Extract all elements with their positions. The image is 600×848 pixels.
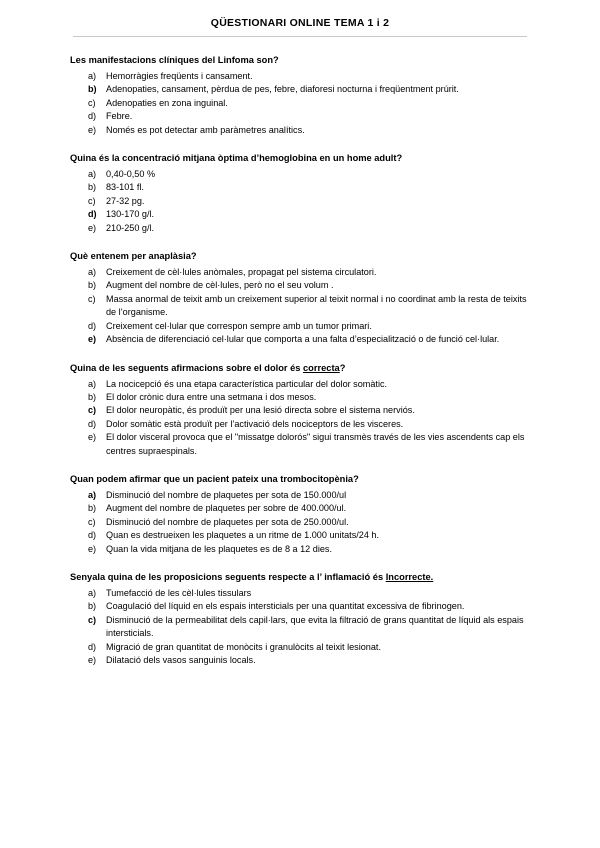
answer-option[interactable] <box>70 489 530 502</box>
answer-label: b) <box>88 84 97 95</box>
answer-option[interactable] <box>70 83 530 96</box>
answer-option[interactable] <box>70 614 530 641</box>
answer-text: Creixement de cèl·lules anòmales, propagat pel sistema circulatori. <box>106 267 377 278</box>
answer-text: Augment del nombre de cèl·lules, però no el seu volum . <box>106 280 334 291</box>
answer-option[interactable] <box>70 543 530 556</box>
question-title-emphasis: correcta <box>303 362 340 373</box>
answer-label: e) <box>88 655 97 665</box>
answer-label: d) <box>88 418 97 429</box>
answer-text: Tumefacció de les cèl·lules tissulars <box>106 587 252 598</box>
answer-label: a) <box>88 378 97 389</box>
answer-text: Febre. <box>106 111 133 122</box>
answer-text: Només es pot detectar amb paràmetres analítics. <box>106 124 305 135</box>
answer-text: La nocicepció és una etapa característica particular del dolor somàtic. <box>106 378 388 389</box>
answer-list <box>70 266 530 346</box>
answer-text: Augment del nombre de plaquetes per sobre de 400.000/ul. <box>106 503 347 514</box>
answer-option[interactable] <box>70 124 530 137</box>
answer-option[interactable] <box>70 587 530 600</box>
question-block <box>70 473 530 556</box>
question-block <box>70 250 530 346</box>
answer-label: a) <box>88 71 97 81</box>
answer-label: c) <box>88 97 96 108</box>
question-block <box>70 54 530 137</box>
answer-label: d) <box>88 320 97 331</box>
answer-option[interactable] <box>70 110 530 123</box>
answer-label: e) <box>88 222 97 233</box>
question-title-emphasis: Incorrecte. <box>385 571 434 582</box>
answer-text: Quan es destrueixen les plaquetes a un ritme de 1.000 unitats/24 h. <box>106 530 379 541</box>
answer-option[interactable] <box>70 195 530 208</box>
answer-option[interactable] <box>70 208 530 221</box>
answer-text: 210-250 g/l. <box>106 222 155 233</box>
answer-label: d) <box>88 209 97 220</box>
answer-option[interactable] <box>70 320 530 333</box>
answer-option[interactable] <box>70 418 530 431</box>
answer-option[interactable] <box>70 654 530 667</box>
answer-option[interactable] <box>70 168 530 181</box>
answer-text: El dolor crònic dura entre una setmana i dos mesos. <box>106 391 317 402</box>
answer-text: Massa anormal de teixit amb un creixement superior al teixit normal i no coordinat amb la resta de teixits de l’organisme. <box>106 293 527 318</box>
answer-option[interactable] <box>70 502 530 515</box>
question-title: Quina és la concentració mitjana òptima d’hemoglobina en un home adult? <box>70 153 403 164</box>
answer-label: c) <box>88 405 97 416</box>
answer-text: Disminució del nombre de plaquetes per sota de 250.000/ul. <box>106 516 349 527</box>
answer-text: Coagulació del líquid en els espais intersticials per una quantitat excessiva de fibrinogen. <box>106 601 465 612</box>
title-divider <box>73 36 527 37</box>
answer-text: Dilatació dels vasos sanguinis locals. <box>106 655 256 665</box>
answer-label: c) <box>88 195 96 206</box>
answer-list <box>70 587 530 667</box>
answer-label: d) <box>88 111 97 122</box>
question-title: Quan podem afirmar que un pacient pateix una trombocitopènia? <box>70 473 359 484</box>
answer-option[interactable] <box>70 529 530 542</box>
answer-option[interactable] <box>70 266 530 279</box>
answer-label: e) <box>88 543 97 554</box>
question-title: Les manifestacions clíniques del Linfoma son? <box>70 55 279 65</box>
answer-label: e) <box>88 334 97 345</box>
answer-option[interactable] <box>70 516 530 529</box>
answer-option[interactable] <box>70 431 530 458</box>
answer-label: e) <box>88 432 97 443</box>
answer-option[interactable] <box>70 279 530 292</box>
question-title-text: Quina de les seguents afirmacions sobre el dolor és <box>70 362 304 373</box>
answer-text: 83-101 fl. <box>106 182 144 193</box>
answer-text: Migració de gran quantitat de monòcits i granulòcits al teixit lesionat. <box>106 641 381 652</box>
answer-option[interactable] <box>70 404 530 417</box>
question-title-suffix: ? <box>339 362 346 373</box>
answer-text: El dolor neuropàtic, és produït per una lesió directa sobre el sistema nerviós. <box>106 405 415 416</box>
answer-list <box>70 489 530 556</box>
answer-option[interactable] <box>70 378 530 391</box>
answer-list <box>70 378 530 458</box>
answer-text: Quan la vida mitjana de les plaquetes es de 8 a 12 dies. <box>106 543 332 554</box>
answer-label: b) <box>88 503 97 514</box>
answer-text: 27-32 pg. <box>106 195 145 206</box>
answer-option[interactable] <box>70 391 530 404</box>
answer-label: a) <box>88 489 97 500</box>
question-block <box>70 571 530 667</box>
question-title: Què entenem per anaplàsia? <box>70 251 197 262</box>
answer-label: c) <box>88 516 96 527</box>
answer-label: a) <box>88 587 97 598</box>
answer-label: a) <box>88 267 97 278</box>
page-title: QÜESTIONARI ONLINE TEMA 1 i 2 <box>210 17 390 29</box>
answer-option[interactable] <box>70 641 530 654</box>
questionnaire-body <box>0 54 600 667</box>
question-title <box>70 571 530 584</box>
answer-text: Adenopaties en zona inguinal. <box>106 97 228 108</box>
question-block <box>70 152 530 235</box>
question-title-text: Senyala quina de les proposicions seguents respecte a l’ inflamació és <box>70 571 386 582</box>
answer-option[interactable] <box>70 293 530 320</box>
answer-list <box>70 70 530 137</box>
answer-text: Creixement cel·lular que correspon sempre amb un tumor primari. <box>106 320 372 331</box>
answer-option[interactable] <box>70 222 530 235</box>
answer-text: Disminució del nombre de plaquetes per sota de 150.000/ul <box>106 489 347 500</box>
question-title <box>70 362 530 375</box>
answer-text: 130-170 g/l. <box>106 209 155 220</box>
answer-label: c) <box>88 614 97 625</box>
answer-text: Absència de diferenciació cel·lular que comporta a una falta d’especialització o de funció cel·lular. <box>106 334 500 345</box>
answer-text: El dolor visceral provoca que el "missatge dolorós" sigui transmès través de les vies ascendents cap els centres supraespinals. <box>106 432 525 456</box>
answer-label: b) <box>88 391 97 402</box>
answer-label: d) <box>88 641 97 652</box>
answer-option[interactable] <box>70 70 530 83</box>
answer-list <box>70 168 530 235</box>
answer-text: Hemorràgies freqüents i cansament. <box>106 71 253 81</box>
answer-option[interactable] <box>70 97 530 110</box>
answer-text: Adenopaties, cansament, pèrdua de pes, febre, diaforesi nocturna i freqüentment prúrit. <box>106 84 459 95</box>
answer-option[interactable] <box>70 181 530 194</box>
answer-option[interactable] <box>70 333 530 346</box>
answer-text: Dolor somàtic està produït per l’activació dels nociceptors de les visceres. <box>106 418 404 429</box>
answer-option[interactable] <box>70 600 530 613</box>
answer-label: e) <box>88 124 97 135</box>
answer-text: 0,40-0,50 % <box>106 169 156 180</box>
answer-label: b) <box>88 182 97 193</box>
answer-text: Disminució de la permeabilitat dels capil·lars, que evita la filtració de grans quantitat de líquid als espais intersticials. <box>106 614 524 639</box>
answer-label: a) <box>88 169 97 180</box>
answer-label: b) <box>88 601 97 612</box>
answer-label: c) <box>88 293 96 304</box>
question-block <box>70 362 530 458</box>
answer-label: b) <box>88 280 97 291</box>
answer-label: d) <box>88 530 97 541</box>
